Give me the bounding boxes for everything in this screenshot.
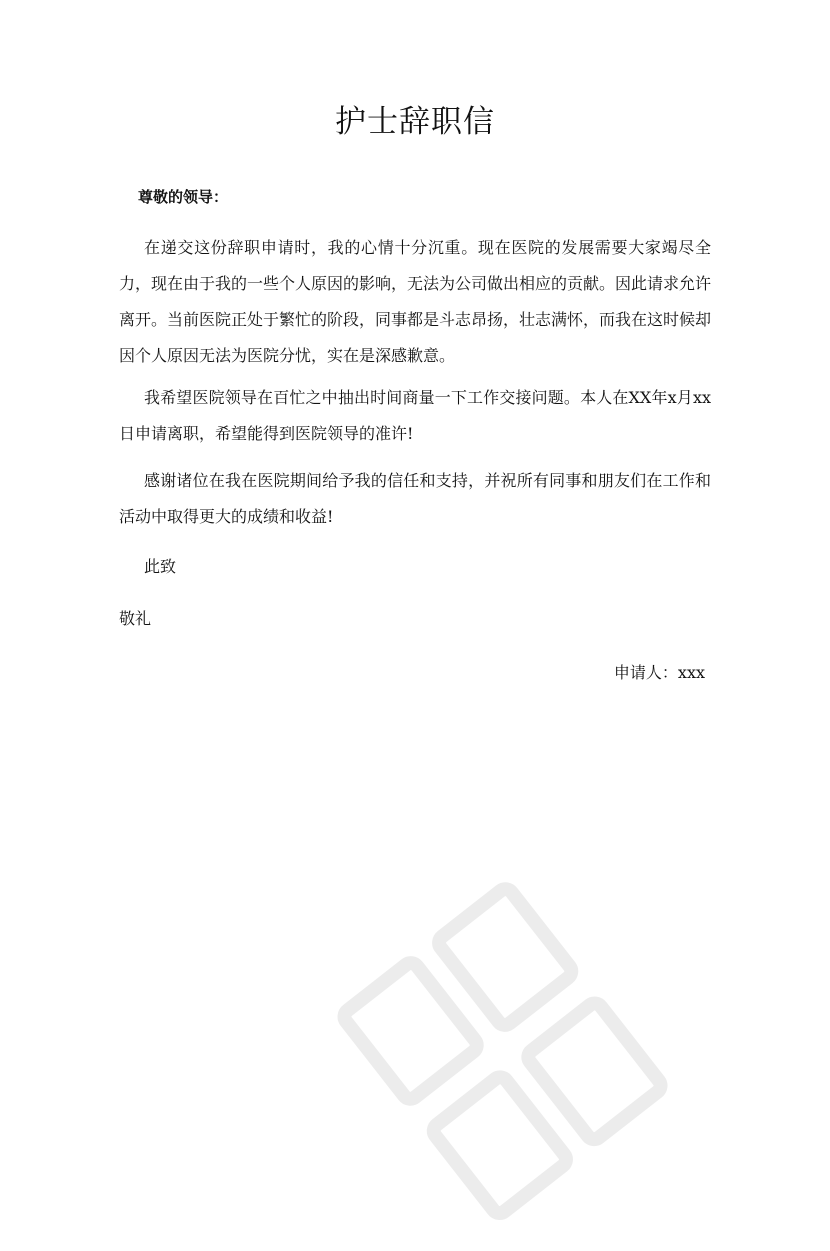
- paragraph-2: 我希望医院领导在百忙之中抽出时间商量一下工作交接问题。本人在XX年x月xx日申请离职，希望能得到医院领导的准许!: [119, 388, 711, 443]
- regards: 敬礼: [119, 609, 152, 628]
- document-title: 护士辞职信: [335, 104, 495, 140]
- watermark-icon: [313, 852, 703, 1248]
- paragraph-3: 感谢诸位在我在医院期间给予我的信任和支持，并祝所有同事和朋友们在工作和活动中取得更大的成绩和收益!: [119, 471, 711, 526]
- applicant-signature: 申请人：xxx: [613, 663, 705, 682]
- closing-phrase: 此致: [144, 557, 177, 576]
- greeting: 尊敬的领导：: [138, 188, 229, 206]
- watermark-shape-icon: [313, 852, 703, 1248]
- paragraph-1: 在递交这份辞职申请时，我的心情十分沉重。现在医院的发展需要大家竭尽全力，现在由于我的一些个人原因的影响，无法为公司做出相应的贡献。因此请求允许离开。当前医院正处于繁忙的阶段，同事都是斗志昂扬，壮志满怀，而我在这时候却因个人原因无法为医院分忧，实在是深感歉意。: [119, 238, 712, 365]
